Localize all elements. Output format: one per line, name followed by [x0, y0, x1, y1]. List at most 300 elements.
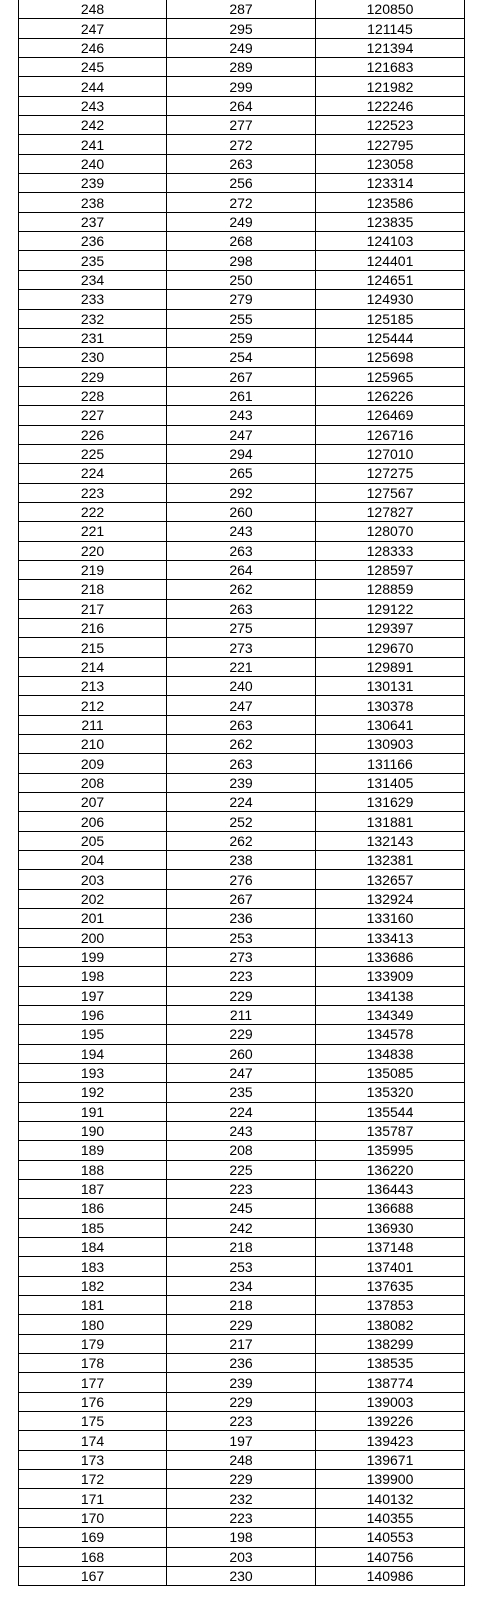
cumulative-cell: 128070 — [316, 522, 465, 541]
score-cell: 218 — [19, 580, 167, 599]
table-row — [19, 1315, 465, 1334]
cumulative-cell: 140355 — [316, 1508, 465, 1527]
count-cell: 198 — [167, 1528, 316, 1547]
score-cell: 185 — [19, 1218, 167, 1237]
table-row — [19, 212, 465, 231]
table-row — [19, 812, 465, 831]
count-cell: 273 — [167, 638, 316, 657]
count-cell: 277 — [167, 116, 316, 135]
cumulative-cell: 123314 — [316, 174, 465, 193]
table-row — [19, 502, 465, 521]
score-cell: 175 — [19, 1412, 167, 1431]
count-cell: 223 — [167, 967, 316, 986]
cumulative-cell: 137148 — [316, 1238, 465, 1257]
count-cell: 221 — [167, 657, 316, 676]
score-cell: 190 — [19, 1121, 167, 1140]
count-cell: 267 — [167, 367, 316, 386]
cumulative-cell: 123058 — [316, 154, 465, 173]
score-cell: 243 — [19, 96, 167, 115]
score-cell: 217 — [19, 599, 167, 618]
count-cell: 253 — [167, 928, 316, 947]
count-cell: 197 — [167, 1431, 316, 1450]
table-row — [19, 290, 465, 309]
count-cell: 238 — [167, 851, 316, 870]
score-cell: 230 — [19, 348, 167, 367]
score-cell: 232 — [19, 309, 167, 328]
count-cell: 211 — [167, 1005, 316, 1024]
table-row — [19, 386, 465, 405]
table-row — [19, 1179, 465, 1198]
cumulative-cell: 140132 — [316, 1489, 465, 1508]
count-cell: 263 — [167, 715, 316, 734]
score-cell: 215 — [19, 638, 167, 657]
table-row — [19, 1218, 465, 1237]
count-cell: 232 — [167, 1489, 316, 1508]
table-row — [19, 77, 465, 96]
score-cell: 220 — [19, 541, 167, 560]
table-row — [19, 560, 465, 579]
table-row — [19, 967, 465, 986]
table-row — [19, 483, 465, 502]
score-cell: 222 — [19, 502, 167, 521]
count-cell: 279 — [167, 290, 316, 309]
cumulative-cell: 126469 — [316, 406, 465, 425]
cumulative-cell: 138082 — [316, 1315, 465, 1334]
count-cell: 243 — [167, 406, 316, 425]
cumulative-cell: 132657 — [316, 870, 465, 889]
count-cell: 292 — [167, 483, 316, 502]
cumulative-cell: 128859 — [316, 580, 465, 599]
table-row — [19, 541, 465, 560]
count-cell: 255 — [167, 309, 316, 328]
count-cell: 223 — [167, 1179, 316, 1198]
table-row — [19, 773, 465, 792]
count-cell: 254 — [167, 348, 316, 367]
count-cell: 223 — [167, 1412, 316, 1431]
cumulative-cell: 138535 — [316, 1354, 465, 1373]
cumulative-cell: 135787 — [316, 1121, 465, 1140]
score-cell: 239 — [19, 174, 167, 193]
score-cell: 182 — [19, 1276, 167, 1295]
cumulative-cell: 132924 — [316, 889, 465, 908]
cumulative-cell: 124103 — [316, 232, 465, 251]
count-cell: 272 — [167, 193, 316, 212]
cumulative-cell: 127827 — [316, 502, 465, 521]
cumulative-cell: 133686 — [316, 947, 465, 966]
cumulative-cell: 127010 — [316, 444, 465, 463]
cumulative-cell: 129670 — [316, 638, 465, 657]
cumulative-cell: 131405 — [316, 773, 465, 792]
score-cell: 189 — [19, 1141, 167, 1160]
cumulative-cell: 140756 — [316, 1547, 465, 1566]
table-row — [19, 1392, 465, 1411]
cumulative-cell: 139003 — [316, 1392, 465, 1411]
score-cell: 219 — [19, 560, 167, 579]
table-row — [19, 193, 465, 212]
cumulative-cell: 135320 — [316, 1083, 465, 1102]
cumulative-cell: 125185 — [316, 309, 465, 328]
count-cell: 263 — [167, 154, 316, 173]
count-cell: 298 — [167, 251, 316, 270]
table-row — [19, 1276, 465, 1295]
table-row — [19, 328, 465, 347]
table-row — [19, 1102, 465, 1121]
table-row — [19, 870, 465, 889]
score-cell: 223 — [19, 483, 167, 502]
cumulative-cell: 128333 — [316, 541, 465, 560]
count-cell: 236 — [167, 1354, 316, 1373]
table-row — [19, 1431, 465, 1450]
table-row — [19, 425, 465, 444]
table-row — [19, 309, 465, 328]
table-row — [19, 251, 465, 270]
score-cell: 236 — [19, 232, 167, 251]
count-cell: 243 — [167, 522, 316, 541]
table-row — [19, 1199, 465, 1218]
score-cell: 247 — [19, 19, 167, 38]
cumulative-cell: 124401 — [316, 251, 465, 270]
cumulative-cell: 122795 — [316, 135, 465, 154]
cumulative-cell: 136688 — [316, 1199, 465, 1218]
cumulative-cell: 121145 — [316, 19, 465, 38]
cumulative-cell: 138299 — [316, 1334, 465, 1353]
cumulative-cell: 134138 — [316, 986, 465, 1005]
count-cell: 289 — [167, 58, 316, 77]
table-row — [19, 1373, 465, 1392]
score-cell: 248 — [19, 0, 167, 19]
count-cell: 276 — [167, 870, 316, 889]
score-cell: 180 — [19, 1315, 167, 1334]
score-cell: 206 — [19, 812, 167, 831]
count-cell: 265 — [167, 464, 316, 483]
cumulative-cell: 125444 — [316, 328, 465, 347]
score-cell: 216 — [19, 619, 167, 638]
table-row — [19, 96, 465, 115]
table-row — [19, 735, 465, 754]
count-cell: 247 — [167, 696, 316, 715]
count-cell: 267 — [167, 889, 316, 908]
score-cell: 188 — [19, 1160, 167, 1179]
score-cell: 191 — [19, 1102, 167, 1121]
table-row — [19, 1141, 465, 1160]
cumulative-cell: 121394 — [316, 38, 465, 57]
table-row — [19, 947, 465, 966]
score-cell: 212 — [19, 696, 167, 715]
count-cell: 250 — [167, 270, 316, 289]
cumulative-cell: 126716 — [316, 425, 465, 444]
table-row — [19, 19, 465, 38]
score-cell: 211 — [19, 715, 167, 734]
cumulative-cell: 131881 — [316, 812, 465, 831]
cumulative-cell: 130641 — [316, 715, 465, 734]
count-cell: 223 — [167, 1508, 316, 1527]
count-cell: 264 — [167, 96, 316, 115]
cumulative-cell: 124651 — [316, 270, 465, 289]
count-cell: 273 — [167, 947, 316, 966]
cumulative-cell: 127275 — [316, 464, 465, 483]
table-row — [19, 464, 465, 483]
count-cell: 249 — [167, 212, 316, 231]
score-cell: 200 — [19, 928, 167, 947]
cumulative-cell: 139671 — [316, 1450, 465, 1469]
score-cell: 202 — [19, 889, 167, 908]
cumulative-cell: 132143 — [316, 831, 465, 850]
count-cell: 229 — [167, 986, 316, 1005]
table-row — [19, 0, 465, 19]
cumulative-cell: 128597 — [316, 560, 465, 579]
score-cell: 194 — [19, 1044, 167, 1063]
cumulative-cell: 139226 — [316, 1412, 465, 1431]
score-cell: 246 — [19, 38, 167, 57]
score-cell: 179 — [19, 1334, 167, 1353]
score-cell: 197 — [19, 986, 167, 1005]
cumulative-cell: 123835 — [316, 212, 465, 231]
table-row — [19, 522, 465, 541]
cumulative-cell: 137853 — [316, 1296, 465, 1315]
score-cell: 205 — [19, 831, 167, 850]
table-row — [19, 1528, 465, 1547]
score-cell: 192 — [19, 1083, 167, 1102]
count-cell: 236 — [167, 909, 316, 928]
table-row — [19, 1238, 465, 1257]
cumulative-cell: 135085 — [316, 1063, 465, 1082]
cumulative-cell: 136930 — [316, 1218, 465, 1237]
count-cell: 243 — [167, 1121, 316, 1140]
cumulative-cell: 137635 — [316, 1276, 465, 1295]
score-cell: 171 — [19, 1489, 167, 1508]
table-row — [19, 928, 465, 947]
count-cell: 234 — [167, 1276, 316, 1295]
cumulative-cell: 130131 — [316, 677, 465, 696]
table-row — [19, 1044, 465, 1063]
count-cell: 252 — [167, 812, 316, 831]
score-cell: 231 — [19, 328, 167, 347]
score-cell: 183 — [19, 1257, 167, 1276]
table-row — [19, 1508, 465, 1527]
cumulative-cell: 140986 — [316, 1566, 465, 1585]
table-row — [19, 1005, 465, 1024]
table-row — [19, 793, 465, 812]
table-row — [19, 831, 465, 850]
table-row — [19, 174, 465, 193]
table-row — [19, 696, 465, 715]
cumulative-cell: 123586 — [316, 193, 465, 212]
score-cell: 214 — [19, 657, 167, 676]
count-cell: 272 — [167, 135, 316, 154]
score-cell: 225 — [19, 444, 167, 463]
cumulative-cell: 134349 — [316, 1005, 465, 1024]
count-cell: 218 — [167, 1296, 316, 1315]
table-row — [19, 715, 465, 734]
table-row — [19, 1257, 465, 1276]
count-cell: 259 — [167, 328, 316, 347]
table-row — [19, 1412, 465, 1431]
cumulative-cell: 133160 — [316, 909, 465, 928]
table-row — [19, 348, 465, 367]
count-cell: 229 — [167, 1025, 316, 1044]
score-cell: 244 — [19, 77, 167, 96]
score-cell: 226 — [19, 425, 167, 444]
score-cell: 237 — [19, 212, 167, 231]
cumulative-cell: 136443 — [316, 1179, 465, 1198]
score-cell: 234 — [19, 270, 167, 289]
score-cell: 241 — [19, 135, 167, 154]
table-row — [19, 154, 465, 173]
cumulative-cell: 121683 — [316, 58, 465, 77]
count-cell: 229 — [167, 1315, 316, 1334]
score-cell: 221 — [19, 522, 167, 541]
score-cell: 229 — [19, 367, 167, 386]
count-cell: 230 — [167, 1566, 316, 1585]
count-cell: 203 — [167, 1547, 316, 1566]
table-row — [19, 657, 465, 676]
cumulative-cell: 134578 — [316, 1025, 465, 1044]
score-cell: 204 — [19, 851, 167, 870]
score-cell: 178 — [19, 1354, 167, 1373]
cumulative-cell: 139900 — [316, 1470, 465, 1489]
cumulative-cell: 133909 — [316, 967, 465, 986]
cumulative-cell: 135544 — [316, 1102, 465, 1121]
score-cell: 195 — [19, 1025, 167, 1044]
table-row — [19, 1025, 465, 1044]
score-cell: 240 — [19, 154, 167, 173]
cumulative-cell: 136220 — [316, 1160, 465, 1179]
cumulative-cell: 133413 — [316, 928, 465, 947]
score-distribution-table — [18, 0, 465, 1586]
count-cell: 247 — [167, 1063, 316, 1082]
count-cell: 256 — [167, 174, 316, 193]
count-cell: 245 — [167, 1199, 316, 1218]
score-cell: 228 — [19, 386, 167, 405]
cumulative-cell: 138774 — [316, 1373, 465, 1392]
score-cell: 173 — [19, 1450, 167, 1469]
count-cell: 235 — [167, 1083, 316, 1102]
score-cell: 235 — [19, 251, 167, 270]
table-row — [19, 270, 465, 289]
table-row — [19, 367, 465, 386]
count-cell: 262 — [167, 580, 316, 599]
cumulative-cell: 129397 — [316, 619, 465, 638]
table-row — [19, 638, 465, 657]
cumulative-cell: 139423 — [316, 1431, 465, 1450]
cumulative-cell: 140553 — [316, 1528, 465, 1547]
cumulative-cell: 137401 — [316, 1257, 465, 1276]
table-row — [19, 889, 465, 908]
score-cell: 168 — [19, 1547, 167, 1566]
table-row — [19, 851, 465, 870]
score-cell: 233 — [19, 290, 167, 309]
cumulative-cell: 129891 — [316, 657, 465, 676]
table-row — [19, 580, 465, 599]
count-cell: 217 — [167, 1334, 316, 1353]
score-cell: 199 — [19, 947, 167, 966]
table-row — [19, 1566, 465, 1585]
count-cell: 247 — [167, 425, 316, 444]
score-cell: 198 — [19, 967, 167, 986]
score-cell: 170 — [19, 1508, 167, 1527]
cumulative-cell: 130903 — [316, 735, 465, 754]
cumulative-cell: 120850 — [316, 0, 465, 19]
table-row — [19, 986, 465, 1005]
cumulative-cell: 131629 — [316, 793, 465, 812]
count-cell: 248 — [167, 1450, 316, 1469]
score-cell: 245 — [19, 58, 167, 77]
cumulative-cell: 125965 — [316, 367, 465, 386]
score-cell: 172 — [19, 1470, 167, 1489]
cumulative-cell: 134838 — [316, 1044, 465, 1063]
cumulative-cell: 122523 — [316, 116, 465, 135]
table-row — [19, 1121, 465, 1140]
table-row — [19, 1354, 465, 1373]
score-cell: 224 — [19, 464, 167, 483]
count-cell: 240 — [167, 677, 316, 696]
score-cell: 193 — [19, 1063, 167, 1082]
score-cell: 238 — [19, 193, 167, 212]
count-cell: 261 — [167, 386, 316, 405]
cumulative-cell: 129122 — [316, 599, 465, 618]
cumulative-cell: 121982 — [316, 77, 465, 96]
count-cell: 229 — [167, 1470, 316, 1489]
score-cell: 209 — [19, 754, 167, 773]
count-cell: 287 — [167, 0, 316, 19]
score-cell: 213 — [19, 677, 167, 696]
score-cell: 187 — [19, 1179, 167, 1198]
score-cell: 176 — [19, 1392, 167, 1411]
count-cell: 268 — [167, 232, 316, 251]
score-cell: 207 — [19, 793, 167, 812]
count-cell: 263 — [167, 599, 316, 618]
table-row — [19, 58, 465, 77]
count-cell: 264 — [167, 560, 316, 579]
count-cell: 295 — [167, 19, 316, 38]
table-row — [19, 1489, 465, 1508]
cumulative-cell: 127567 — [316, 483, 465, 502]
score-cell: 169 — [19, 1528, 167, 1547]
score-cell: 174 — [19, 1431, 167, 1450]
score-cell: 196 — [19, 1005, 167, 1024]
score-cell: 227 — [19, 406, 167, 425]
table-row — [19, 599, 465, 618]
table-row — [19, 406, 465, 425]
table-row — [19, 909, 465, 928]
table-row — [19, 1334, 465, 1353]
score-cell: 177 — [19, 1373, 167, 1392]
score-cell: 201 — [19, 909, 167, 928]
cumulative-cell: 122246 — [316, 96, 465, 115]
table-row — [19, 1470, 465, 1489]
count-cell: 225 — [167, 1160, 316, 1179]
score-cell: 186 — [19, 1199, 167, 1218]
count-cell: 294 — [167, 444, 316, 463]
cumulative-cell: 135995 — [316, 1141, 465, 1160]
table-row — [19, 1450, 465, 1469]
count-cell: 224 — [167, 793, 316, 812]
count-cell: 239 — [167, 1373, 316, 1392]
score-cell: 181 — [19, 1296, 167, 1315]
count-cell: 224 — [167, 1102, 316, 1121]
table-row — [19, 677, 465, 696]
table-body — [19, 0, 465, 1586]
cumulative-cell: 132381 — [316, 851, 465, 870]
score-cell: 184 — [19, 1238, 167, 1257]
score-cell: 210 — [19, 735, 167, 754]
count-cell: 275 — [167, 619, 316, 638]
cumulative-cell: 130378 — [316, 696, 465, 715]
count-cell: 263 — [167, 754, 316, 773]
count-cell: 299 — [167, 77, 316, 96]
table-row — [19, 135, 465, 154]
table-row — [19, 232, 465, 251]
